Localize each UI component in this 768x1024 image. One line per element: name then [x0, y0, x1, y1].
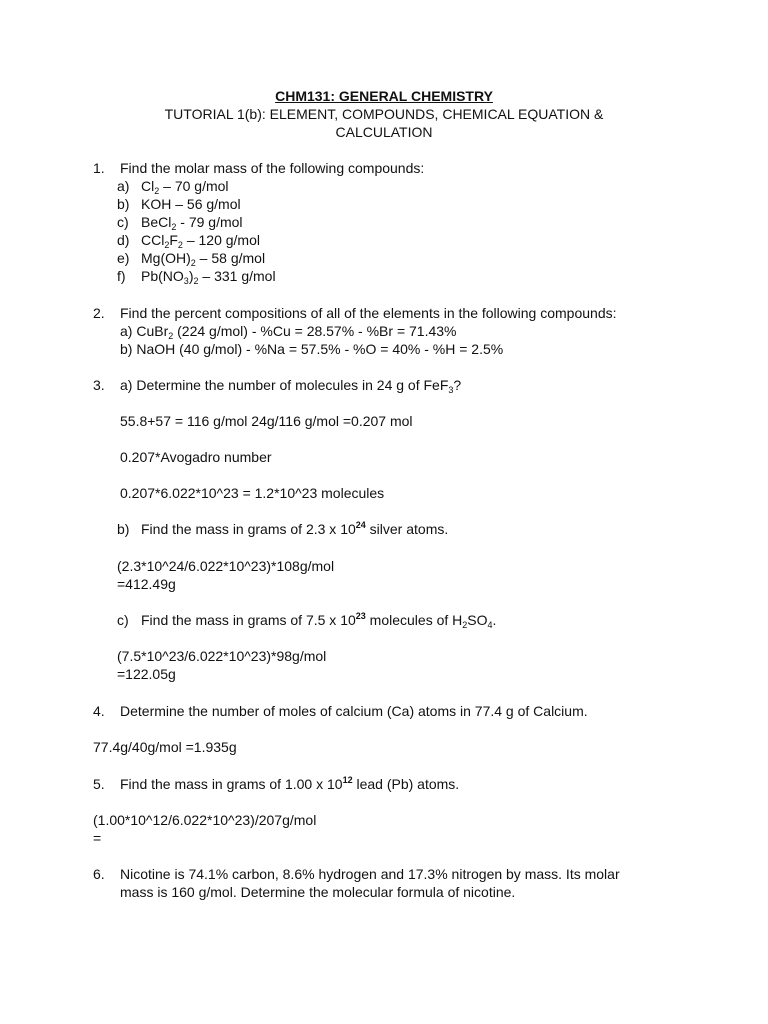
question-number: 5.	[93, 776, 105, 792]
question-2	[93, 304, 617, 322]
question-4-prompt: Determine the number of moles of calcium (Ca) atoms in 77.4 g of Calcium.	[120, 703, 588, 719]
question-6	[93, 865, 620, 883]
q1-item-d: d) $CCl_2F_2 - 120$ g/mol	[117, 232, 260, 250]
document-title: CHM131: GENERAL CHEMISTRY	[275, 88, 493, 104]
q1-item-c: c) BeCl$_2$ - 79 g/mol	[117, 214, 243, 232]
q3a-working-3: 0.207*6.022*10^23 = 1.2*10^23 molecules	[120, 485, 385, 501]
question-number: 3.	[93, 377, 105, 393]
q1-item-a: a) $Cl_2 - 70$ g/mol	[117, 178, 229, 196]
q4-working: 77.4g/40g/mol =1.935g	[93, 739, 237, 755]
question-number: 4.	[93, 703, 105, 719]
document-subtitle-line1: TUTORIAL 1(b): ELEMENT, COMPOUNDS, CHEMICAL EQUATION &	[164, 106, 604, 122]
question-4	[93, 702, 588, 720]
q1-item-e: e) $Mg(OH)_2 - 58$ g/mol	[117, 250, 266, 268]
q3b-working-2: =412.49g	[117, 576, 176, 592]
q3c-working-1: (7.5*10^23/6.022*10^23)*98g/mol	[117, 648, 327, 664]
question-number: 2.	[93, 305, 105, 321]
q1-item-b: b) KOH – 56 g/mol	[117, 196, 241, 212]
document-subtitle-line2: CALCULATION	[335, 124, 433, 140]
q3c-working-2: =122.05g	[117, 666, 176, 682]
question-1	[93, 159, 424, 177]
question-6-line1: Nicotine is 74.1% carbon, 8.6% hydrogen and 17.3% nitrogen by mass. Its molar	[120, 866, 620, 882]
question-5: 5. Find the mass in grams of 1.00 x $10^{12}$ lead (Pb) atoms.	[93, 775, 460, 792]
question-3c: c) Find the mass in grams of 7.5 x $10^{23}$ molecules of $H_2SO_4$.	[117, 611, 497, 630]
q3a-working-2: 0.207*Avogadro number	[120, 449, 272, 465]
question-1-prompt: Find the molar mass of the following compounds:	[120, 160, 425, 176]
question-number: 1.	[93, 160, 105, 176]
q2-answer-a: a) CuBr$_2$ (224 g/mol) - %Cu = 28.57% - %Br = 71.43%	[120, 323, 457, 341]
q5-working-1: (1.00*10^12/6.022*10^23)/207g/mol	[93, 812, 317, 828]
q5-working-2: =	[93, 830, 102, 846]
q1-item-f: f) $Pb(NO_3)_2 - 331$ g/mol	[117, 268, 276, 286]
question-3b: b) Find the mass in grams of 2.3 x $10^{24}$ silver atoms.	[117, 520, 449, 537]
question-3a: 3. a) Determine the number of molecules in 24 g of FeF$_3$?	[93, 377, 462, 395]
q3a-working-1: 55.8+57 = 116 g/mol 24g/116 g/mol =0.207 mol	[120, 413, 413, 429]
question-6-line2: mass is 160 g/mol. Determine the molecular formula of nicotine.	[120, 884, 516, 900]
q3b-working-1: (2.3*10^24/6.022*10^23)*108g/mol	[117, 558, 335, 574]
question-number: 6.	[93, 866, 105, 882]
q2-answer-b: b) NaOH (40 g/mol) - %Na = 57.5% - %O = 40% - %H = 2.5%	[120, 341, 504, 357]
question-2-prompt: Find the percent compositions of all of the elements in the following compounds:	[120, 305, 617, 321]
